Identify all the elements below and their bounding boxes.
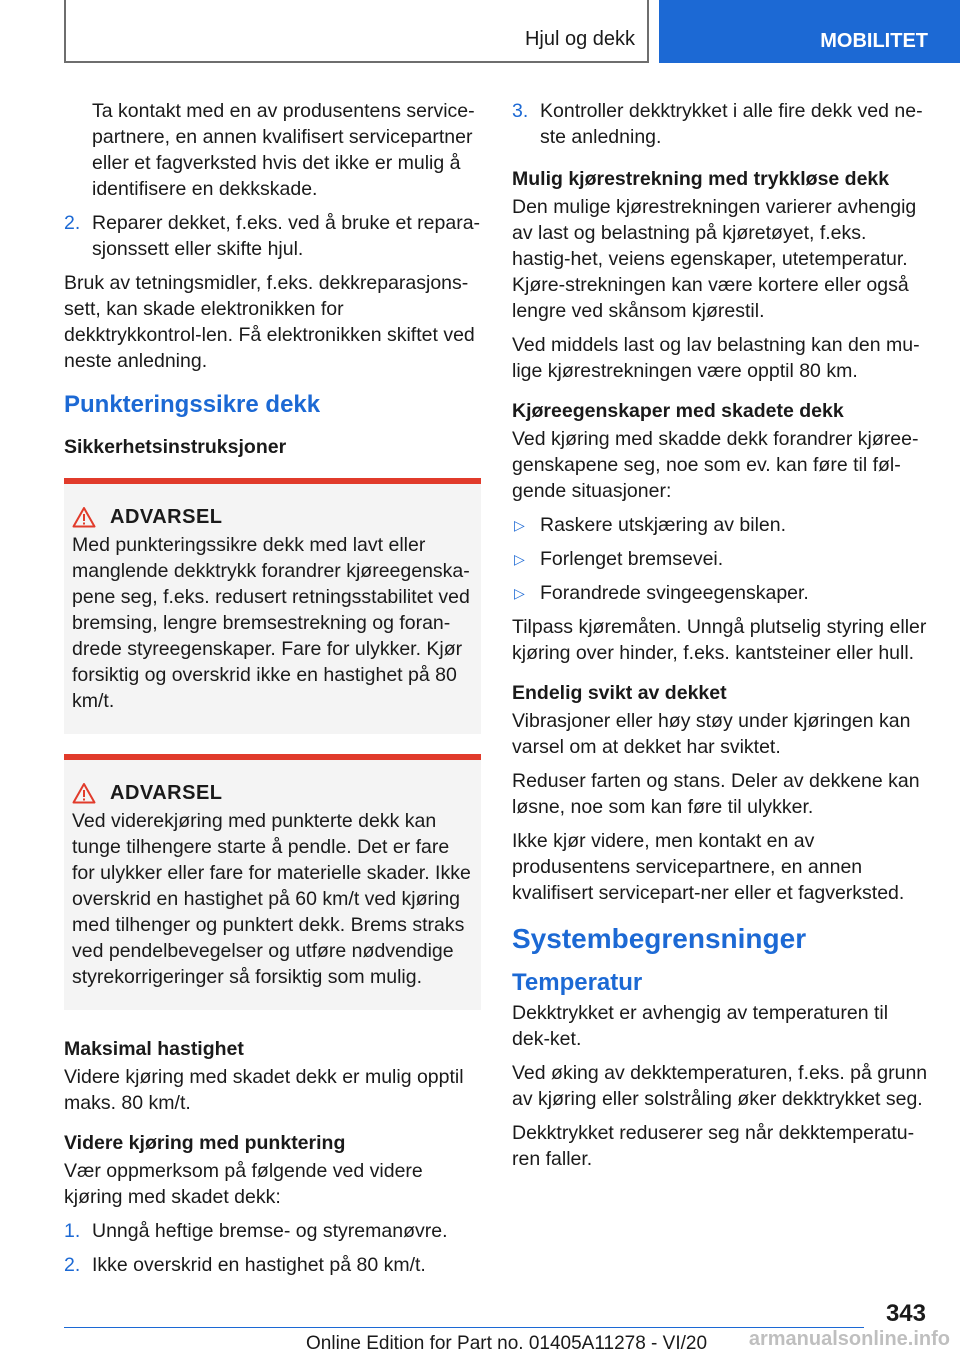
section-subheading: Temperatur — [512, 969, 643, 996]
warning-triangle-icon — [72, 782, 96, 804]
warning-title: ADVARSEL — [110, 782, 223, 804]
paragraph: Den mulige kjørestrekningen varierer avhengig av last og belastning på kjøretøyet, f.eks. hastig-het, veiens egenskaper, utetemperatur. Kjøre-strekningen kan være kortere eller også lengre ved skånsom kjørestil. — [512, 196, 917, 322]
step-number: 2. — [64, 212, 81, 234]
paragraph: Ved kjøring med skadde dekk forandrer kjøree-genskapene seg, noe som ev. kan føre til føl-gende situasjoner: — [512, 428, 919, 502]
list-item — [512, 546, 928, 572]
paragraph: Tilpass kjøremåten. Unngå plutselig styring eller kjøring over hinder, f.eks. kantsteiner eller hull. — [512, 616, 927, 664]
warning-text: Ved viderekjøring med punkterte dekk kan tunge tilhengere starte å pendle. Det er fare for ulykker eller fare for materielle skader. Ikke overskrid en hastighet på 60 km/t ved kjøring med tilhenger og punktert dekk. Brems straks ved pendelbevegelser og utføre nødvendige styrekorrigeringer så forsiktig som mulig. — [72, 810, 471, 988]
warning-triangle-icon — [72, 506, 96, 528]
header-section-box — [64, 0, 649, 63]
subheading: Sikkerhetsinstruksjoner — [64, 436, 287, 458]
triangle-bullet-icon: ▷ — [514, 585, 525, 601]
paragraph: Dekktrykket er avhengig av temperaturen til dek-ket. — [512, 1002, 889, 1050]
paragraph: Vibrasjoner eller høy støy under kjøringen kan varsel om at dekket har sviktet. — [512, 710, 911, 758]
warning-title: ADVARSEL — [110, 506, 223, 528]
paragraph: Ikke kjør videre, men kontakt en av produsentens servicepartnere, en annen kvalifisert servicepart-ner eller et fagverksted. — [512, 830, 905, 904]
section-heading: Punkteringssikre dekk — [64, 391, 321, 418]
paragraph: Reduser farten og stans. Deler av dekkene kan løsne, noe som kan føre til ulykker. — [512, 770, 920, 818]
header-chapter-tab: MOBILITET — [659, 0, 960, 63]
warning-box — [64, 478, 481, 734]
section-heading: Systembegrensninger — [512, 923, 807, 954]
paragraph: Vær oppmerksom på følgende ved videre kjøring med skadet dekk: — [64, 1160, 423, 1208]
right-column — [512, 98, 928, 1180]
list-item-text: Raskere utskjæring av bilen. — [540, 514, 787, 536]
paragraph: Videre kjøring med skadet dekk er mulig opptil maks. 80 km/t. — [64, 1066, 464, 1114]
step-number: 2. — [64, 1254, 81, 1276]
step-text: Reparer dekket, f.eks. ved å bruke et repara-sjonssett eller skifte hjul. — [92, 212, 481, 260]
step-continuation: Ta kontakt med en av produsentens service-partnere, en annen kvalifisert servicepartner eller et fagverksted hvis det ikke er mulig å identifisere en dekkskade. — [92, 100, 475, 200]
list-item-text: Forlenget bremsevei. — [540, 548, 724, 570]
step-text: Kontroller dekktrykket i alle fire dekk ved ne-ste anledning. — [540, 100, 923, 148]
header-section-title: Hjul og dekk — [524, 28, 635, 50]
triangle-bullet-icon: ▷ — [514, 551, 525, 567]
paragraph: Ved middels last og lav belastning kan den mu-lige kjørestrekningen være opptil 80 km. — [512, 334, 920, 382]
watermark-text: armanualsonline.info — [748, 1328, 950, 1350]
left-column — [64, 98, 481, 1286]
edition-text: Online Edition for Part no. 01405A11278 - VI/20 — [306, 1333, 708, 1354]
list-item-text: Forandrede svingeegenskaper. — [540, 582, 809, 604]
step-number: 3. — [512, 100, 529, 122]
warning-box — [64, 754, 481, 1010]
step-text: Unngå heftige bremse- og styremanøvre. — [92, 1220, 448, 1242]
step-2 — [64, 210, 481, 262]
paragraph: Dekktrykket reduserer seg når dekktemperatu-ren faller. — [512, 1122, 915, 1170]
paragraph: Ved øking av dekktemperaturen, f.eks. på grunn av kjøring eller solstråling øker dekktrykket seg. — [512, 1062, 928, 1110]
list-item — [512, 580, 928, 606]
subheading: Mulig kjørestrekning med trykkløse dekk — [512, 168, 890, 190]
subheading: Maksimal hastighet — [64, 1038, 244, 1060]
footer-divider — [64, 1327, 864, 1328]
warning-text: Med punkteringssikre dekk med lavt eller manglende dekktrykk forandrer kjøreegenska-pene seg, f.eks. redusert retningsstabilitet ved bremsing, lengre bremsestrekning og foran-drede styreegenskaper. Fare for ulykker. Kjør forsiktig og overskrid ikke en hastighet på 80 km/t. — [72, 534, 470, 712]
subheading: Endelig svikt av dekket — [512, 682, 727, 704]
step-1 — [64, 1218, 481, 1244]
step-3 — [512, 98, 928, 150]
step-text: Ikke overskrid en hastighet på 80 km/t. — [92, 1254, 426, 1276]
page-number: 343 — [885, 1300, 926, 1327]
step-number: 1. — [64, 1220, 81, 1242]
paragraph: Bruk av tetningsmidler, f.eks. dekkreparasjons-sett, kan skade elektronikken for dekktrykkontrol-len. Få elektronikken skiftet ved neste anledning. — [64, 272, 475, 372]
triangle-bullet-icon: ▷ — [514, 517, 525, 533]
subheading: Videre kjøring med punktering — [64, 1132, 346, 1154]
list-item — [512, 512, 928, 538]
subheading: Kjøreegenskaper med skadete dekk — [512, 400, 844, 422]
step-2 — [64, 1252, 481, 1278]
